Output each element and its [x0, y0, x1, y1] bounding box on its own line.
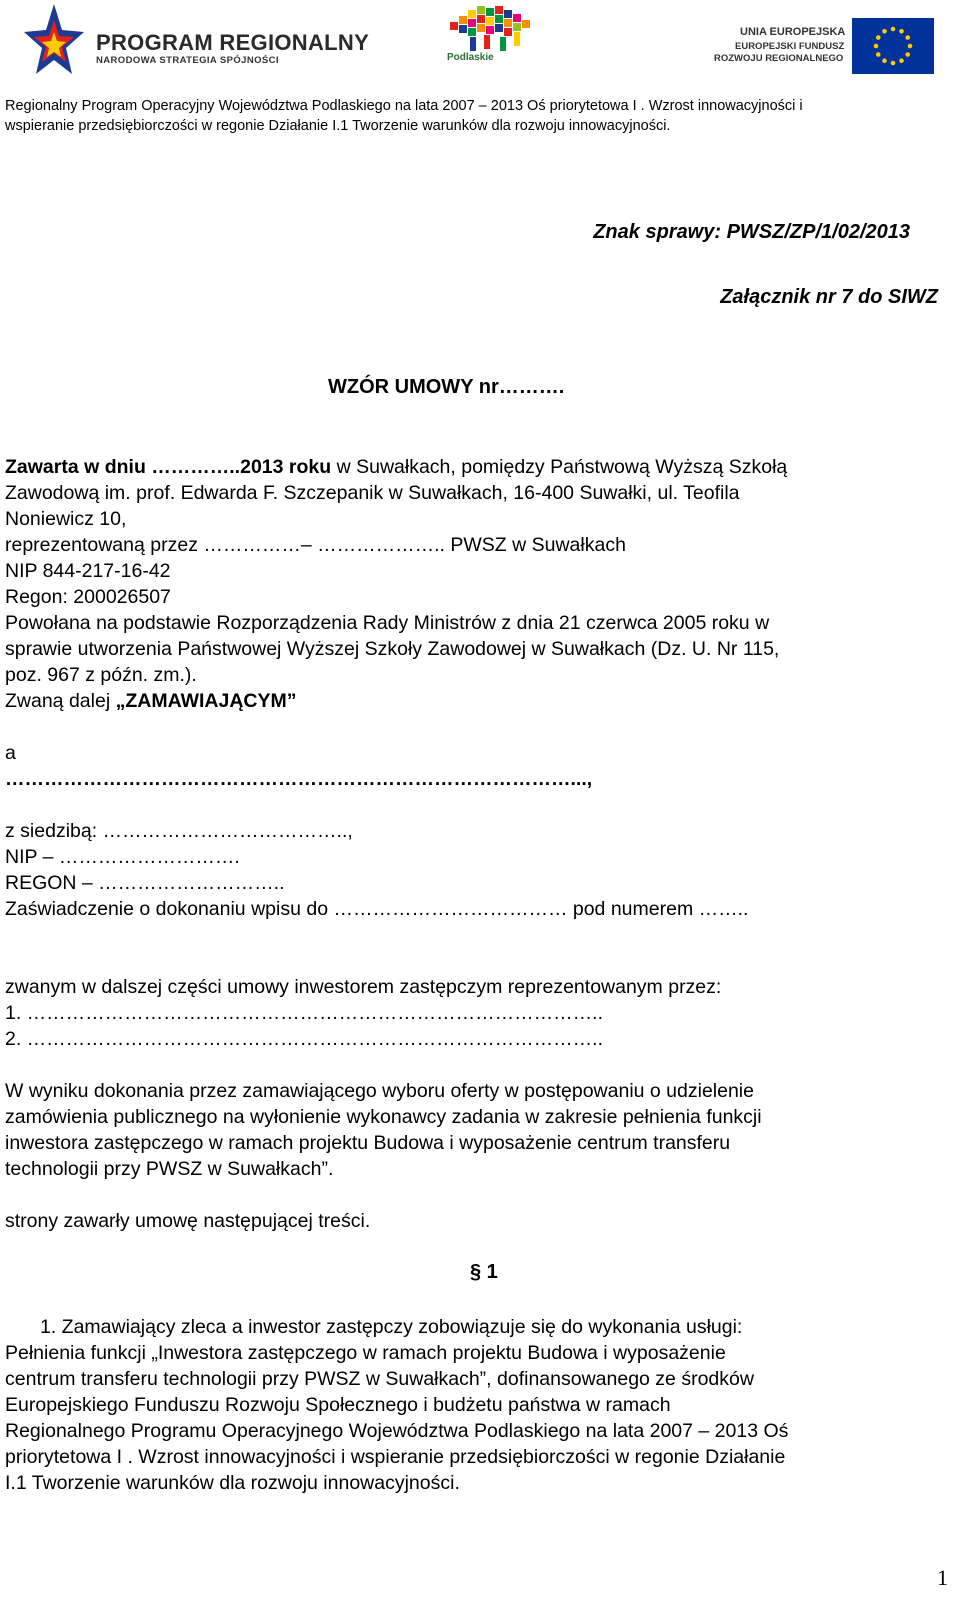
logo-bar — [0, 0, 960, 90]
parties-line-4: reprezentowaną przez ……………– ……………….. PWSZ w Suwałkach — [5, 534, 626, 556]
page-number: 1 — [937, 1565, 948, 1590]
section-paragraph-5: Regionalnego Programu Operacyjnego Województwa Podlaskiego na lata 2007 – 2013 Oś — [5, 1420, 789, 1442]
registration-certificate: Zaświadczenie o dokonaniu wpisu do ……………………………… pod numerem …….. — [5, 898, 749, 920]
conjunction-a: a — [5, 742, 16, 764]
contractor-seat: z siedzibą: ……………………………….., — [5, 820, 353, 842]
eu-star-icon — [891, 61, 896, 66]
parties-line-2: Zawodową im. prof. Edwarda F. Szczepanik w Suwałkach, 16-400 Suwałki, ul. Teofila — [5, 482, 740, 504]
eu-star-icon — [905, 52, 910, 57]
case-number: Znak sprawy: PWSZ/ZP/1/02/2013 — [593, 221, 910, 243]
eu-title: UNIA EUROPEJSKA — [740, 26, 846, 38]
contractor-name-blank: ……………………………………………………………………………..., — [5, 768, 593, 790]
podlaskie-label: Podlaskie — [447, 52, 494, 63]
program-regionalny-star-icon — [24, 2, 84, 82]
parties-line-10 — [5, 688, 297, 714]
podlaskie-bison-icon — [440, 2, 550, 57]
eu-star-icon — [899, 29, 904, 34]
eu-star-icon — [876, 52, 881, 57]
section-paragraph-2: Pełnienia funkcji „Inwestora zastępczego w ramach projektu Budowa i wyposażenie — [5, 1342, 726, 1364]
eu-star-icon — [899, 58, 904, 63]
header-line-1: Regionalny Program Operacyjny Województwa Podlaskiego na lata 2007 – 2013 Oś priorytetowa I . Wzrost innowacyjności i — [5, 98, 803, 114]
preamble-line-3: inwestora zastępczego w ramach projektu Budowa i wyposażenie centrum transferu — [5, 1132, 731, 1154]
eu-star-icon — [891, 27, 896, 32]
representation-line: zwanym w dalszej części umowy inwestorem zastępczym reprezentowanym przez: — [5, 976, 722, 998]
program-regionalny-subtitle: NARODOWA STRATEGIA SPÓJNOŚCI — [96, 55, 279, 66]
section-paragraph-3: centrum transferu technologii przy PWSZ w Suwałkach”, dofinansowanego ze środków — [5, 1368, 754, 1390]
attachment-label: Załącznik nr 7 do SIWZ — [720, 286, 938, 308]
contract-date: Zawarta w dniu …………..2013 roku — [5, 456, 332, 478]
eu-flag-icon — [852, 18, 934, 74]
eu-star-icon — [876, 35, 881, 40]
eu-star-icon — [882, 29, 887, 34]
section-paragraph-1: 1. Zamawiający zleca a inwestor zastępczy zobowiązuje się do wykonania usługi: — [40, 1316, 743, 1338]
called-prefix: Zwaną dalej — [5, 690, 116, 712]
preamble-conclusion: strony zawarły umowę następującej treści. — [5, 1210, 371, 1232]
representative-2: 2. …………………………………………………………………………….. — [5, 1028, 604, 1050]
parties-line-9: poz. 967 z późn. zm.). — [5, 664, 197, 686]
contractor-nip: NIP – ………………………. — [5, 846, 240, 868]
header-line-2: wspieranie przedsiębiorczości w regonie Działanie I.1 Tworzenie warunków dla rozwoju innowacyjności. — [5, 118, 671, 134]
program-regionalny-title: PROGRAM REGIONALNY — [96, 30, 370, 55]
section-paragraph-4: Europejskiego Funduszu Rozwoju Społecznego i budżetu państwa w ramach — [5, 1394, 671, 1416]
contract-place: w Suwałkach, pomiędzy Państwową Wyższą Szkołą — [331, 456, 788, 478]
regon-line: Regon: 200026507 — [5, 586, 171, 608]
section-paragraph-7: I.1 Tworzenie warunków dla rozwoju innowacyjności. — [5, 1472, 460, 1494]
eu-star-icon — [905, 35, 910, 40]
parties-line-8: sprawie utworzenia Państwowej Wyższej Szkoły Zawodowej w Suwałkach (Dz. U. Nr 115, — [5, 638, 780, 660]
contractor-regon: REGON – ……………………….. — [5, 872, 285, 894]
parties-line-1 — [5, 454, 787, 480]
eu-line2: ROZWOJU REGIONALNEGO — [714, 53, 844, 64]
eu-star-icon — [882, 58, 887, 63]
eu-line1: EUROPEJSKI FUNDUSZ — [735, 41, 845, 52]
eu-star-icon — [908, 44, 913, 49]
document-title: WZÓR UMOWY nr………. — [328, 376, 565, 398]
preamble-line-4: technologii przy PWSZ w Suwałkach”. — [5, 1158, 334, 1180]
parties-line-7: Powołana na podstawie Rozporządzenia Rady Ministrów z dnia 21 czerwca 2005 roku w — [5, 612, 770, 634]
eu-star-icon — [874, 44, 879, 49]
preamble-line-1: W wyniku dokonania przez zamawiającego wyboru oferty w postępowaniu o udzielenie — [5, 1080, 754, 1102]
section-paragraph-6: priorytetowa I . Wzrost innowacyjności i wspieranie przedsiębiorczości w regonie Działanie — [5, 1446, 786, 1468]
nip-line: NIP 844-217-16-42 — [5, 560, 171, 582]
ordering-party-label: „ZAMAWIAJĄCYM” — [115, 690, 297, 712]
preamble-line-2: zamówienia publicznego na wyłonienie wykonawcy zadania w zakresie pełnienia funkcji — [5, 1106, 762, 1128]
representative-1: 1. …………………………………………………………………………….. — [5, 1002, 604, 1024]
parties-line-3: Noniewicz 10, — [5, 508, 127, 530]
section-symbol: § 1 — [470, 1261, 498, 1283]
